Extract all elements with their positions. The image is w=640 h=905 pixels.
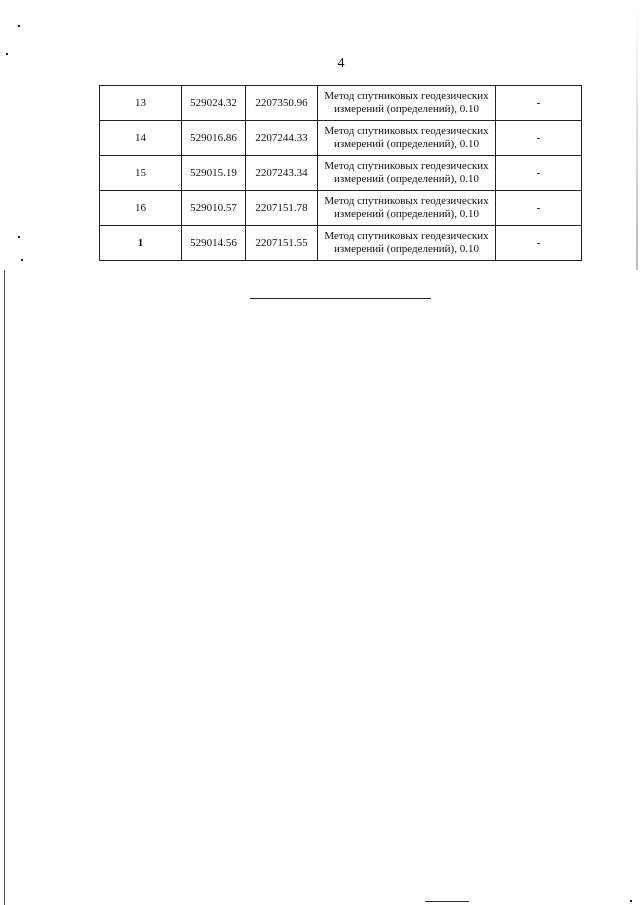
method-line-2: измерений (определений), 0.10 bbox=[334, 138, 479, 150]
method-line-1: Метод спутниковых геодезических bbox=[324, 160, 489, 172]
x-coordinate-cell: 529024.32 bbox=[182, 86, 246, 121]
scan-speck bbox=[21, 259, 23, 261]
method-cell bbox=[318, 121, 496, 156]
x-coordinate-cell: 529014.56 bbox=[182, 226, 246, 261]
table-row bbox=[100, 121, 582, 156]
scan-edge-shadow bbox=[636, 0, 638, 270]
method-cell bbox=[318, 86, 496, 121]
note-cell: - bbox=[496, 121, 582, 156]
x-coordinate-cell: 529010.57 bbox=[182, 191, 246, 226]
method-line-1: Метод спутниковых геодезических bbox=[324, 195, 489, 207]
scan-speck bbox=[6, 53, 8, 55]
table-row bbox=[100, 86, 582, 121]
x-coordinate-cell: 529015.19 bbox=[182, 156, 246, 191]
scan-speck bbox=[630, 900, 632, 902]
scan-bottom-line bbox=[425, 901, 469, 902]
note-cell: - bbox=[496, 86, 582, 121]
method-line-1: Метод спутниковых геодезических bbox=[324, 230, 489, 242]
method-cell bbox=[318, 156, 496, 191]
point-number-cell: 1 bbox=[100, 226, 182, 261]
method-line-2: измерений (определений), 0.10 bbox=[334, 208, 479, 220]
method-line-2: измерений (определений), 0.10 bbox=[334, 103, 479, 115]
point-number-cell: 15 bbox=[100, 156, 182, 191]
table-row bbox=[100, 226, 582, 261]
point-number-cell: 13 bbox=[100, 86, 182, 121]
coordinates-table bbox=[99, 85, 582, 261]
method-line-1: Метод спутниковых геодезических bbox=[324, 90, 489, 102]
page-number: 4 bbox=[337, 56, 345, 71]
point-number-cell: 14 bbox=[100, 121, 182, 156]
note-cell: - bbox=[496, 226, 582, 261]
y-coordinate-cell: 2207244.33 bbox=[246, 121, 318, 156]
y-coordinate-cell: 2207350.96 bbox=[246, 86, 318, 121]
scan-speck bbox=[18, 25, 20, 27]
y-coordinate-cell: 2207151.55 bbox=[246, 226, 318, 261]
method-line-1: Метод спутниковых геодезических bbox=[324, 125, 489, 137]
note-cell: - bbox=[496, 156, 582, 191]
method-line-2: измерений (определений), 0.10 bbox=[334, 243, 479, 255]
point-number-cell: 16 bbox=[100, 191, 182, 226]
method-cell bbox=[318, 226, 496, 261]
end-of-document-rule bbox=[250, 298, 431, 299]
scan-margin-line bbox=[4, 270, 5, 905]
x-coordinate-cell: 529016.86 bbox=[182, 121, 246, 156]
y-coordinate-cell: 2207151.78 bbox=[246, 191, 318, 226]
method-line-2: измерений (определений), 0.10 bbox=[334, 173, 479, 185]
method-cell bbox=[318, 191, 496, 226]
note-cell: - bbox=[496, 191, 582, 226]
y-coordinate-cell: 2207243.34 bbox=[246, 156, 318, 191]
scan-speck bbox=[18, 236, 20, 238]
table-row bbox=[100, 191, 582, 226]
table-row bbox=[100, 156, 582, 191]
